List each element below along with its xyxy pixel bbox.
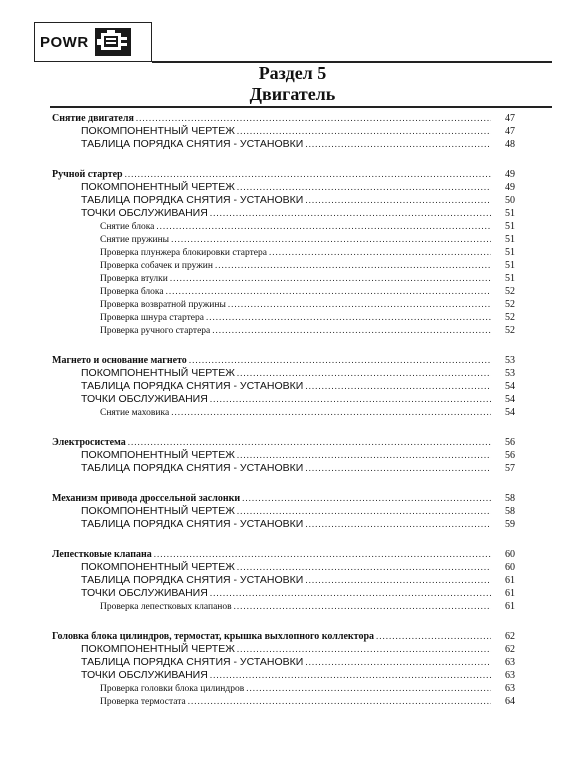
- dot-leader: [305, 380, 491, 393]
- toc-entry[interactable]: [52, 207, 515, 220]
- toc-entry-label: ТАБЛИЦА ПОРЯДКА СНЯТИЯ - УСТАНОВКИ: [81, 138, 304, 150]
- dot-leader: [189, 354, 491, 367]
- dot-leader: [305, 194, 491, 207]
- toc-entry[interactable]: [52, 669, 515, 682]
- toc-page-number: 57: [505, 463, 515, 474]
- toc-subentry[interactable]: [52, 285, 515, 298]
- toc-page-number: 63: [505, 670, 515, 681]
- toc-entry-label: Проверка собачек и пружин: [100, 261, 213, 271]
- dot-leader: [305, 656, 491, 669]
- dot-leader: [166, 285, 491, 298]
- dot-leader: [125, 168, 491, 181]
- toc-entry-label: Лепестковые клапана: [52, 549, 152, 560]
- toc-subentry[interactable]: [52, 600, 515, 613]
- toc-entry-label: ПОКОМПОНЕНТНЫЙ ЧЕРТЕЖ: [81, 643, 235, 655]
- engine-icon: [95, 28, 131, 56]
- toc-entry[interactable]: [52, 518, 515, 531]
- toc-page-number: 61: [505, 588, 515, 599]
- toc-entry[interactable]: [52, 656, 515, 669]
- toc-entry-label: Магнето и основание магнето: [52, 355, 187, 366]
- toc-entry-label: Проверка ручного стартера: [100, 326, 211, 336]
- toc-entry-label: Проверка блока: [100, 287, 164, 297]
- toc-entry-label: Проверка термостата: [100, 697, 186, 707]
- toc-entry-label: Ручной стартер: [52, 169, 123, 180]
- dot-leader: [206, 311, 491, 324]
- dot-leader: [210, 587, 491, 600]
- toc-entry[interactable]: [52, 380, 515, 393]
- toc-page-number: 63: [505, 683, 515, 694]
- toc-section-heading[interactable]: [52, 630, 515, 643]
- toc-page-number: 51: [505, 234, 515, 245]
- toc-page-number: 62: [505, 644, 515, 655]
- toc-entry-label: ТОЧКИ ОБСЛУЖИВАНИЯ: [81, 669, 208, 681]
- toc-entry-label: ТАБЛИЦА ПОРЯДКА СНЯТИЯ - УСТАНОВКИ: [81, 380, 304, 392]
- toc-page-number: 61: [505, 575, 515, 586]
- toc-entry-label: Проверка лепестковых клапанов: [100, 602, 232, 612]
- toc-page-number: 63: [505, 657, 515, 668]
- toc-subentry[interactable]: [52, 406, 515, 419]
- toc-section: [52, 630, 515, 708]
- toc-page-number: 59: [505, 519, 515, 530]
- toc-section-heading[interactable]: [52, 492, 515, 505]
- toc-page-number: 49: [505, 182, 515, 193]
- toc-page-number: 56: [505, 437, 515, 448]
- toc-entry-label: Проверка головки блока цилиндров: [100, 684, 245, 694]
- toc-page-number: 47: [505, 126, 515, 137]
- toc-entry[interactable]: [52, 462, 515, 475]
- chapter-title: Двигатель: [249, 84, 336, 104]
- toc-entry[interactable]: [52, 574, 515, 587]
- toc-entry[interactable]: [52, 138, 515, 151]
- dot-leader: [237, 125, 491, 138]
- toc-entry[interactable]: [52, 643, 515, 656]
- toc-page-number: 58: [505, 506, 515, 517]
- toc-entry-label: ТАБЛИЦА ПОРЯДКА СНЯТИЯ - УСТАНОВКИ: [81, 574, 304, 586]
- toc-entry-label: ТОЧКИ ОБСЛУЖИВАНИЯ: [81, 207, 208, 219]
- toc-section: [52, 548, 515, 613]
- toc-entry[interactable]: [52, 587, 515, 600]
- dot-leader: [305, 574, 491, 587]
- toc-page-number: 51: [505, 221, 515, 232]
- toc-entry[interactable]: [52, 194, 515, 207]
- dot-leader: [228, 298, 491, 311]
- toc-entry-label: Проверка шнура стартера: [100, 313, 204, 323]
- toc-page-number: 61: [505, 601, 515, 612]
- toc-entry-label: ТОЧКИ ОБСЛУЖИВАНИЯ: [81, 587, 208, 599]
- badge-label: POWR: [40, 33, 89, 51]
- section-title: Раздел 5: [258, 63, 327, 83]
- dot-leader: [237, 181, 491, 194]
- dot-leader: [210, 669, 491, 682]
- toc-page-number: 54: [505, 407, 515, 418]
- toc-entry[interactable]: [52, 125, 515, 138]
- dot-leader: [376, 630, 491, 643]
- table-of-contents: [52, 110, 515, 708]
- dot-leader: [237, 367, 491, 380]
- toc-entry-label: ПОКОМПОНЕНТНЫЙ ЧЕРТЕЖ: [81, 181, 235, 193]
- toc-entry-label: ПОКОМПОНЕНТНЫЙ ЧЕРТЕЖ: [81, 367, 235, 379]
- toc-section-heading[interactable]: [52, 112, 515, 125]
- dot-leader: [237, 561, 491, 574]
- dot-leader: [170, 272, 491, 285]
- toc-entry-label: ТАБЛИЦА ПОРЯДКА СНЯТИЯ - УСТАНОВКИ: [81, 462, 304, 474]
- toc-entry-label: ТАБЛИЦА ПОРЯДКА СНЯТИЯ - УСТАНОВКИ: [81, 194, 304, 206]
- toc-entry-label: Электросистема: [52, 437, 126, 448]
- toc-page-number: 56: [505, 450, 515, 461]
- toc-entry[interactable]: [52, 449, 515, 462]
- toc-page-number: 49: [505, 169, 515, 180]
- dot-leader: [210, 393, 491, 406]
- toc-entry-label: Снятие пружины: [100, 235, 170, 245]
- toc-section-heading[interactable]: [52, 168, 515, 181]
- dot-leader: [237, 505, 491, 518]
- toc-entry[interactable]: [52, 561, 515, 574]
- toc-subentry[interactable]: [52, 220, 515, 233]
- toc-entry-label: ПОКОМПОНЕНТНЫЙ ЧЕРТЕЖ: [81, 125, 235, 137]
- toc-entry[interactable]: [52, 181, 515, 194]
- dot-leader: [171, 233, 491, 246]
- toc-entry-label: Головка блока цилиндров, термостат, крышка выхлопного коллектора: [52, 631, 375, 642]
- toc-section: [52, 168, 515, 337]
- toc-page-number: 62: [505, 631, 515, 642]
- toc-entry-label: Проверка возвратной пружины: [100, 300, 226, 310]
- dot-leader: [246, 682, 491, 695]
- toc-page-number: 52: [505, 299, 515, 310]
- dot-leader: [237, 643, 491, 656]
- toc-subentry[interactable]: [52, 246, 515, 259]
- toc-subentry[interactable]: [52, 298, 515, 311]
- toc-section: [52, 492, 515, 531]
- toc-subentry[interactable]: [52, 311, 515, 324]
- title-rule: [50, 106, 552, 108]
- toc-entry-label: Проверка плунжера блокировки стартера: [100, 248, 267, 258]
- toc-entry-label: ТАБЛИЦА ПОРЯДКА СНЯТИЯ - УСТАНОВКИ: [81, 656, 304, 668]
- dot-leader: [242, 492, 491, 505]
- toc-entry-label: Механизм привода дроссельной заслонки: [52, 493, 241, 504]
- toc-page-number: 47: [505, 113, 515, 124]
- toc-subentry[interactable]: [52, 272, 515, 285]
- toc-entry-label: Снятие маховика: [100, 408, 170, 418]
- dot-leader: [305, 462, 491, 475]
- dot-leader: [156, 220, 491, 233]
- dot-leader: [215, 259, 491, 272]
- toc-entry-label: Снятие двигателя: [52, 113, 134, 124]
- toc-page-number: 64: [505, 696, 515, 707]
- toc-page-number: 60: [505, 549, 515, 560]
- toc-page-number: 51: [505, 260, 515, 271]
- toc-page-number: 54: [505, 394, 515, 405]
- dot-leader: [269, 246, 491, 259]
- toc-page-number: 53: [505, 355, 515, 366]
- toc-section-heading[interactable]: [52, 436, 515, 449]
- toc-page-number: 50: [505, 195, 515, 206]
- toc-entry-label: ПОКОМПОНЕНТНЫЙ ЧЕРТЕЖ: [81, 505, 235, 517]
- dot-leader: [237, 449, 491, 462]
- toc-entry-label: Снятие блока: [100, 222, 155, 232]
- dot-leader: [136, 112, 491, 125]
- toc-section: [52, 436, 515, 475]
- toc-page-number: 54: [505, 381, 515, 392]
- dot-leader: [188, 695, 491, 708]
- toc-page-number: 58: [505, 493, 515, 504]
- toc-entry[interactable]: [52, 505, 515, 518]
- dot-leader: [305, 518, 491, 531]
- dot-leader: [212, 324, 491, 337]
- toc-entry-label: ТАБЛИЦА ПОРЯДКА СНЯТИЯ - УСТАНОВКИ: [81, 518, 304, 530]
- toc-subentry[interactable]: [52, 233, 515, 246]
- toc-page-number: 52: [505, 325, 515, 336]
- toc-entry[interactable]: [52, 393, 515, 406]
- dot-leader: [154, 548, 491, 561]
- toc-subentry[interactable]: [52, 682, 515, 695]
- toc-subentry[interactable]: [52, 324, 515, 337]
- dot-leader: [171, 406, 491, 419]
- toc-page-number: 52: [505, 312, 515, 323]
- section-badge: [34, 22, 152, 62]
- toc-page-number: 51: [505, 208, 515, 219]
- toc-page-number: 52: [505, 286, 515, 297]
- dot-leader: [234, 600, 491, 613]
- toc-section: [52, 112, 515, 151]
- toc-entry-label: Проверка втулки: [100, 274, 168, 284]
- toc-entry-label: ПОКОМПОНЕНТНЫЙ ЧЕРТЕЖ: [81, 561, 235, 573]
- toc-section-heading[interactable]: [52, 354, 515, 367]
- toc-page-number: 51: [505, 273, 515, 284]
- toc-entry[interactable]: [52, 367, 515, 380]
- toc-page-number: 60: [505, 562, 515, 573]
- toc-subentry[interactable]: [52, 259, 515, 272]
- toc-page-number: 51: [505, 247, 515, 258]
- toc-subentry[interactable]: [52, 695, 515, 708]
- dot-leader: [128, 436, 491, 449]
- toc-page-number: 48: [505, 139, 515, 150]
- toc-page-number: 53: [505, 368, 515, 379]
- dot-leader: [210, 207, 491, 220]
- toc-entry-label: ТОЧКИ ОБСЛУЖИВАНИЯ: [81, 393, 208, 405]
- toc-section: [52, 354, 515, 419]
- toc-entry-label: ПОКОМПОНЕНТНЫЙ ЧЕРТЕЖ: [81, 449, 235, 461]
- toc-section-heading[interactable]: [52, 548, 515, 561]
- dot-leader: [305, 138, 491, 151]
